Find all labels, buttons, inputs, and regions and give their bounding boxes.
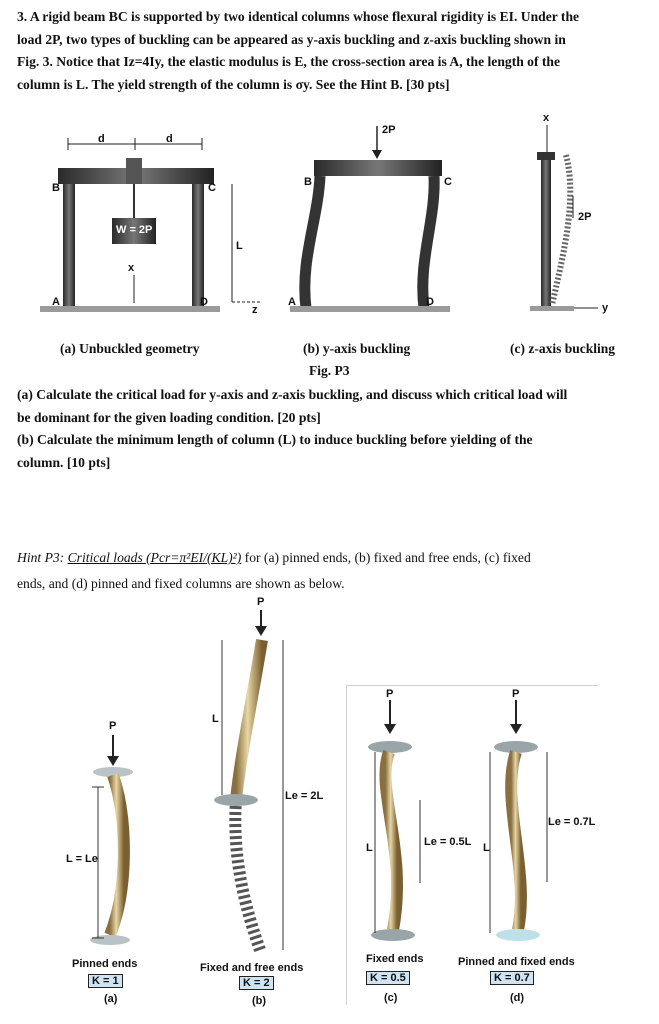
K-d: K = 0.7 xyxy=(490,971,534,985)
label-load-b: 2P xyxy=(382,124,396,136)
problem-line-3: Fig. 3. Notice that Iz=4Iy, the elastic modulus is E, the cross-section area is A, the length of the xyxy=(17,54,561,70)
label-d2: d xyxy=(166,133,173,145)
len-label-c: Le = 0.5L xyxy=(424,836,472,848)
question-a-line-2: be dominant for the given loading condition. [20 pts] xyxy=(17,409,321,425)
K-a: K = 1 xyxy=(88,974,123,988)
L-label-c: L xyxy=(366,842,373,854)
problem-line-4: column is L. The yield strength of the column is σy. See the Hint B. [30 pts] xyxy=(17,76,450,92)
caption-a: (a) Unbuckled geometry xyxy=(60,341,200,356)
label-A-a: A xyxy=(52,296,60,308)
label-A-b: A xyxy=(288,296,296,308)
question-b-line-1: (b) Calculate the minimum length of column (L) to induce buckling before yielding of the xyxy=(17,432,533,448)
question-a-line-1: (a) Calculate the critical load for y-axis and z-axis buckling, and discuss which critical load will xyxy=(17,387,568,402)
label-z-a: z xyxy=(252,304,258,316)
P-label-d: P xyxy=(512,688,520,700)
label-C-a: C xyxy=(208,182,216,194)
label-B-a: B xyxy=(52,182,60,194)
column-cd xyxy=(192,184,204,306)
hint-text xyxy=(17,545,647,597)
label-D-b: D xyxy=(426,296,434,308)
column-z xyxy=(541,160,551,306)
hint-column-a xyxy=(90,735,133,945)
hint-title: Critical loads (Pcr=π²EI/(KL)²) xyxy=(67,550,242,565)
frame-b xyxy=(290,126,450,312)
P-label-a: P xyxy=(109,720,117,732)
column-ab xyxy=(63,184,75,306)
label-d1: d xyxy=(98,133,105,145)
label-weight: W = 2P xyxy=(116,224,153,236)
label-B-b: B xyxy=(304,176,312,188)
label-x-a: x xyxy=(128,262,135,274)
K-b: K = 2 xyxy=(239,976,274,990)
end-type-b: Fixed and free ends xyxy=(200,962,304,974)
questions xyxy=(17,384,642,474)
P-label-b: P xyxy=(257,596,265,608)
hint-line-2: ends, and (d) pinned and fixed columns are shown as below. xyxy=(17,576,345,591)
tag-a: (a) xyxy=(104,993,118,1005)
tag-c: (c) xyxy=(384,992,398,1004)
hint-column-c xyxy=(368,700,420,941)
label-D-a: D xyxy=(200,296,208,308)
tag-b: (b) xyxy=(252,995,267,1007)
label-x-c: x xyxy=(543,112,550,124)
label-L-a: L xyxy=(236,240,243,252)
len-label-d: Le = 0.7L xyxy=(548,816,596,828)
end-type-c: Fixed ends xyxy=(366,953,424,965)
label-y-c: y xyxy=(602,302,609,314)
end-type-d: Pinned and fixed ends xyxy=(458,956,575,968)
figure-label: Fig. P3 xyxy=(309,363,350,378)
problem-line-1: 3. A rigid beam BC is supported by two identical columns whose flexural rigidity is EI. Under the xyxy=(17,9,580,24)
label-load-c: 2P xyxy=(578,211,592,223)
K-c: K = 0.5 xyxy=(366,971,410,985)
rigid-beam-b xyxy=(314,160,442,176)
hint-rest-line-1: for (a) pinned ends, (b) fixed and free ends, (c) fixed xyxy=(241,550,531,565)
len-label-b: Le = 2L xyxy=(285,790,324,802)
end-type-a: Pinned ends xyxy=(72,958,138,970)
L-label-d: L xyxy=(483,842,490,854)
len-label-a: L = Le xyxy=(66,853,98,865)
hint-column-b xyxy=(214,610,283,950)
P-label-c: P xyxy=(386,688,394,700)
problem-line-2: load 2P, two types of buckling can be appeared as y-axis buckling and z-axis buckling shown in xyxy=(17,31,566,47)
question-b-line-2: column. [10 pts] xyxy=(17,454,111,470)
L-label-b: L xyxy=(212,713,219,725)
caption-c: (c) z-axis buckling xyxy=(510,341,616,356)
caption-b: (b) y-axis buckling xyxy=(303,341,411,356)
hint-prefix: Hint P3: xyxy=(17,550,65,565)
tag-d: (d) xyxy=(510,992,525,1004)
hint-column-d xyxy=(490,700,547,941)
label-C-b: C xyxy=(444,176,452,188)
